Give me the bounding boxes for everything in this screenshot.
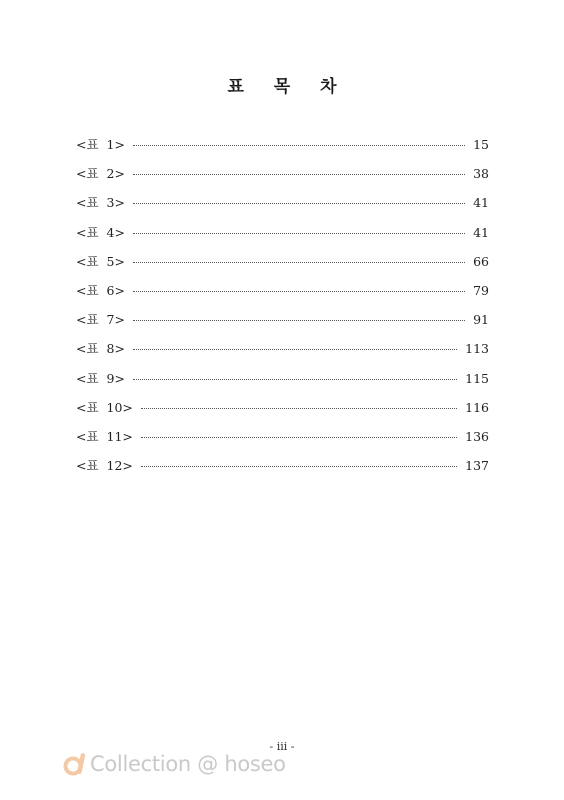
toc-entry-label: <표 11> [76, 429, 133, 444]
toc-entry-label: <표 2> [76, 166, 125, 182]
toc-entry-label: <표 8> [76, 341, 125, 357]
toc-dot-leader [133, 262, 465, 263]
toc-entry-page: 41 [473, 224, 489, 240]
d-logo-icon [62, 751, 88, 777]
toc-dot-leader [141, 466, 457, 467]
toc-entry-page: 41 [473, 195, 489, 211]
toc-entry[interactable] [0, 282, 564, 300]
toc-dot-leader [133, 145, 465, 146]
toc-entry-page: 113 [465, 341, 489, 357]
page-number: - iii - [269, 740, 295, 753]
toc-dot-leader [133, 233, 465, 234]
toc-entry[interactable] [0, 194, 564, 212]
toc-entry[interactable] [0, 340, 564, 358]
toc-dot-leader [141, 437, 457, 438]
page-title: 표 목 차 [227, 77, 349, 97]
toc-entry-page: 79 [473, 283, 489, 298]
watermark-text: Collection @ hoseo [90, 752, 286, 776]
toc-dot-leader [133, 174, 465, 175]
toc-entry-label: <표 6> [76, 283, 125, 298]
toc-entry[interactable] [0, 399, 564, 417]
toc-dot-leader [133, 320, 465, 321]
toc-entry[interactable] [0, 136, 564, 154]
toc-entry-page: 38 [473, 166, 489, 182]
toc-entry-label: <표 9> [76, 370, 125, 386]
toc-entry[interactable] [0, 224, 564, 242]
toc-entry-page: 136 [465, 429, 489, 444]
toc-entry[interactable] [0, 311, 564, 329]
toc-entry[interactable] [0, 457, 564, 475]
toc-entry-page: 137 [465, 458, 489, 474]
toc-entry[interactable] [0, 428, 564, 446]
collection-watermark [62, 748, 286, 780]
toc-entry-label: <표 12> [76, 458, 133, 474]
toc-dot-leader [133, 291, 465, 292]
toc-entry-label: <표 5> [76, 253, 125, 269]
d-logo-icon-graphic [62, 751, 88, 777]
toc-entry-page: 116 [465, 399, 489, 415]
toc-entry-page: 115 [465, 370, 489, 386]
toc-entry-page: 15 [473, 137, 489, 152]
toc-entry-label: <표 1> [76, 137, 125, 152]
toc-entry-page: 91 [473, 312, 489, 328]
toc-dot-leader [133, 203, 465, 204]
toc-entry[interactable] [0, 253, 564, 271]
toc-entry-label: <표 7> [76, 312, 125, 328]
toc-entry-label: <표 4> [76, 224, 125, 240]
toc-dot-leader [133, 349, 457, 350]
toc-dot-leader [133, 379, 457, 380]
toc-entry-label: <표 3> [76, 195, 125, 211]
toc-entry-page: 66 [473, 253, 489, 269]
toc-entry[interactable] [0, 165, 564, 183]
toc-entry-label: <표 10> [76, 399, 133, 415]
toc-dot-leader [141, 408, 457, 409]
toc-entry[interactable] [0, 370, 564, 388]
